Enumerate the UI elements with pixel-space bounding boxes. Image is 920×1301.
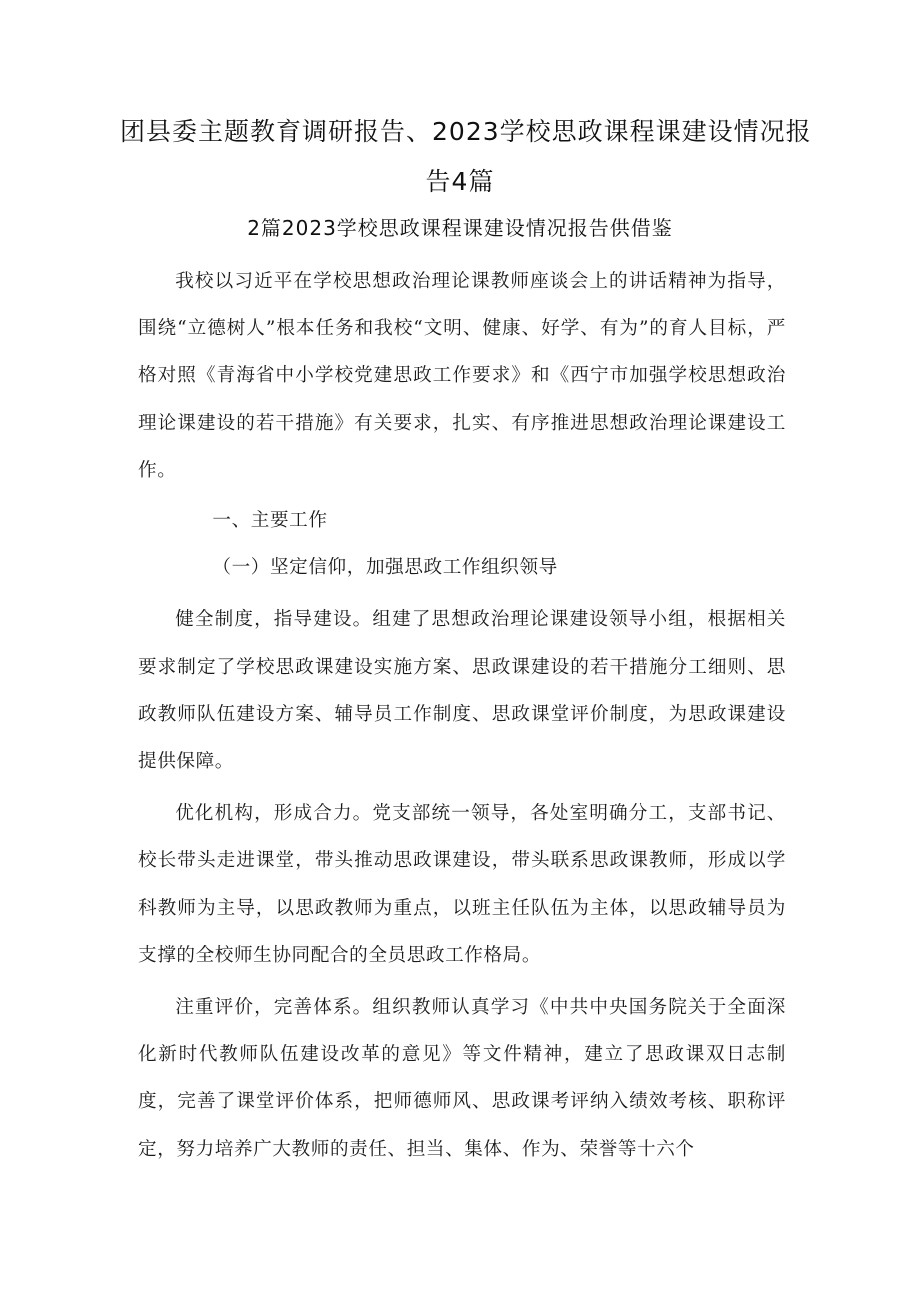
subsection-heading-1: （一）坚定信仰，加强思政工作组织领导 [212, 557, 558, 579]
document-body [138, 258, 786, 1173]
intro-paragraph: 我校以习近平在学校思想政治理论课教师座谈会上的讲话精神为指导，围绕“立德树人”根本任务和我校“文明、健康、好学、有为”的育人目标，严格对照《青海省中小学校党建思政工作要求》和《西宁市加强学校思想政治理论课建设的若干措施》有关要求，扎实、有序推进思想政治理论课建设工作。 [138, 271, 786, 481]
document-subtitle: 2篇2023学校思政课程课建设情况报告供借鉴 [247, 216, 673, 240]
paragraph-system: 健全制度，指导建设。组建了思想政治理论课建设领导小组，根据相关要求制定了学校思政课建设实施方案、思政课建设的若干措施分工细则、思政教师队伍建设方案、辅导员工作制度、思政课堂评价制度，为思政课建设提供保障。 [138, 609, 786, 773]
paragraph-organization: 优化机构，形成合力。党支部统一领导，各处室明确分工，支部书记、校长带头走进课堂，带头推动思政课建设，带头联系思政课教师，形成以学科教师为主导，以思政教师为重点，以班主任队伍为主体，以思政辅导员为支撑的全校师生协同配合的全员思政工作格局。 [138, 803, 786, 966]
document-title-line-1: 团县委主题教育调研报告、2023学校思政课程课建设情况报 [120, 117, 812, 146]
paragraph-evaluation: 注重评价，完善体系。组织教师认真学习《中共中央国务院关于全面深化新时代教师队伍建设改革的意见》等文件精神，建立了思政课双日志制度，完善了课堂评价体系，把师德师风、思政课考评纳入绩效考核、职称评定，努力培养广大教师的责任、担当、集体、作为、荣誉等十六个 [138, 997, 786, 1160]
section-heading-main-work: 一、主要工作 [212, 510, 328, 532]
document-title-line-2: 告4篇 [425, 167, 495, 196]
